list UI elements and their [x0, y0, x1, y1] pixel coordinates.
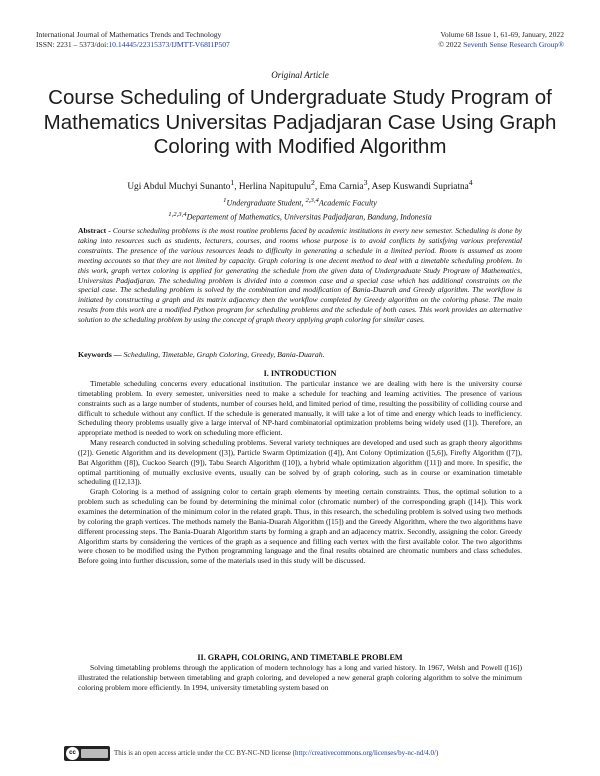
issn-doi-line — [36, 40, 366, 50]
cc-license-badge[interactable] — [64, 746, 110, 761]
author: Herlina Napitupulu$^2$ — [238, 178, 315, 193]
section-heading-graph-coloring: II. GRAPH, COLORING, AND TIMETABLE PROBLEM — [197, 653, 403, 662]
affiliation-line-1: $^1$Undergraduate Student, $^{2,3,4}$Academic Faculty — [223, 197, 377, 208]
introduction-body — [78, 379, 522, 566]
journal-name: International Journal of Mathematics Trends and Technology — [36, 30, 222, 39]
author: Asep Kuswandi Supriatna$^4$ — [371, 178, 473, 193]
copyright-line — [344, 40, 564, 50]
article-type: Original Article — [271, 70, 329, 80]
paragraph: Graph Coloring is a method of assigning color to certain graph elements by meeting certain constraints. Thus, the optimal solution to a problem such as scheduling can be found by determining the minimal color (chromatic number) of the corresponding graph ([14]). This work examines the determination of the minimum color in the related graph. Thus, in this research, the scheduling problem is solved using two methods by coloring the graph vertices. The methods namely the Bania-Duarah Algorithm ([15]) and the Greedy Algorithm, where the two algorithms have different processing steps. The Bania-Duarah Algorithm starts by forming a graph and an adjacency matrix. Secondly, assigning the color. Greedy Algorithm starts by considering the vertices of the graph as a sequence and filling each vertex with the first available color. The two algorithms were chosen to be modified using the Python programming language and the final results obtained are chromatic numbers and class schedules. Before going into further discussion, some of the materials used in this study will be discussed. — [78, 487, 522, 566]
abstract — [78, 226, 522, 325]
keywords-label: Keywords — — [78, 350, 122, 359]
by-nc-nd-icon — [81, 749, 108, 758]
abstract-text: Course scheduling problems is the most routine problems faced by academic institutions in every new semester. Scheduling is done by taking into resources such as students, lecturers, courses, and rooms whose purpose is to avoid conflicts by satisfying various preferential constraints. The presence of the various resources leads to difficulty in generating a schedule in a limited period. Room is assumed as zoom meeting accounts so that they are not limited by capacity. Graph coloring is one decent method to deal with a timetable scheduling problem. In this work, graph vertex coloring is applied for generating the schedule from the given data of Undergraduate Study Program of Mathematics, Universitas Padjadjaran. The scheduling problem is divided into a common case and a special case which has additional constraints on the special case. The scheduling problem is solved by the combination and modification of Bania-Duarah and Greedy algorithm. The workflow is initiated by constructing a graph and its matrix adjacency then the workflow completed by Greedy algorithm on the coloring phase. The main results from this work are a modified Python program for scheduling problems and the schedule of both cases. This work provides an alternative solution to the scheduling problem by using the concept of graph theory applying graph coloring for similar cases. — [78, 226, 523, 325]
author: Ema Carnia$^3$ — [319, 178, 368, 193]
doi-link[interactable]: 10.14445/22315373/IJMTT-V68I1P507 — [108, 40, 230, 49]
author: Ugi Abdul Muchyi Sunanto$^1$ — [127, 178, 235, 193]
author-list: Ugi Abdul Muchyi Sunanto$^1$, Herlina Napitupulu$^2$, Ema Carnia$^3$, Asep Kuswandi Supriatna$^4$ — [127, 178, 473, 193]
affiliation-line-2: $^{1,2,3,4}$Departement of Mathematics, Universitas Padjadjaran, Bandung, Indonesia — [168, 210, 432, 222]
volume-info: Volume 68 Issue 1, 61-69, January, 2022 — [440, 30, 564, 39]
doi-label: doi: — [96, 40, 109, 49]
affiliations — [0, 195, 600, 222]
keywords — [78, 350, 522, 359]
paper-title: Course Scheduling of Undergraduate Study Program of Mathematics Universitas Padjadjaran Case Using Graph Coloring with Modified Algorithm — [43, 86, 557, 158]
section-heading-introduction: I. INTRODUCTION — [263, 369, 337, 378]
cc-icon: cc — [66, 747, 79, 760]
license-link[interactable]: http://creativecommons.org/licenses/by-nc-nd/4.0/ — [294, 749, 436, 758]
keywords-text: Scheduling, Timetable, Graph Coloring, Greedy, Bania-Duarah. — [121, 350, 325, 359]
issn: ISSN: 2231 – 5373/ — [36, 40, 97, 49]
abstract-label: Abstract - — [78, 226, 111, 235]
license-text: This is an open access article under the CC BY-NC-ND license ( — [114, 749, 295, 758]
paragraph: Solving timetabling problems through the application of modern technology has a long and varied history. In 1967, Welsh and Powell ([16]) illustrated the relationship between timetabling and graph coloring, and developed a new general graph coloring algorithm to solve the minimum coloring problem more efficiently. In 1994, university timetabling system based on — [78, 663, 522, 692]
license-footer: cc This is an open access article under the CC BY-NC-ND license (http://creativecommons.org/licenses/by-nc-nd/4.0/) — [64, 746, 544, 761]
header-right — [344, 30, 564, 50]
section2-body — [78, 663, 522, 693]
copyright: © 2022 — [438, 40, 464, 49]
paragraph: Timetable scheduling concerns every educational institution. The particular instance we are dealing with here is the university course timetabling problem. In every semester, universities need to make a schedule for teaching and learning activities. The presence of various constraints such as a large number of students, number of courses held, and limited period of time, resulting the possibility of colliding course and difficult to schedule without any conflict. If the schedule is generated manually, it will take a lot of time and energy which leads to inefficiency. Scheduling theory problems usually give a large interval of NP-hard combinatorial optimization problems being widely used ([1]). Therefore, an appropriate method is needed to work on scheduling more efficient. — [78, 379, 522, 438]
header-left — [36, 30, 366, 50]
paragraph: Many research conducted in solving scheduling problems. Several variety techniques are developed and used such as graph theory algorithms ([2]). Genetic Algorithm and its development ([3]), Particle Swarm Optimization ([4]), Ant Colony Optimization ([5,6]), Firefly Algorithm ([7]), Bat Algorithm ([8]), Cuckoo Search ([9]), Tabu Search Algorithm ([10]), a hybrid whale optimization algorithm ([11]) and more. In spesific, the optimal partitioning of mutually exclusive events, usually can be solved by of graph coloring, such as in course or examination timetable scheduling ([12,13]). — [78, 438, 522, 487]
publisher-link[interactable]: Seventh Sense Research Group® — [463, 40, 564, 49]
